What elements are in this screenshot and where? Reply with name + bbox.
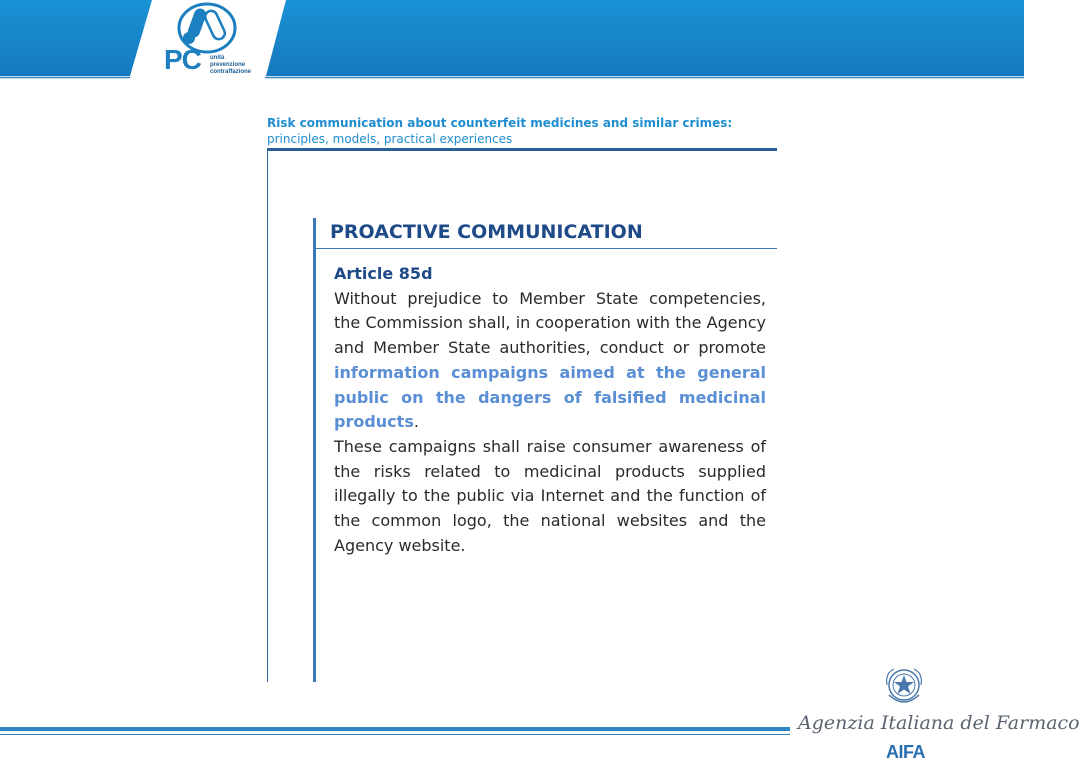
upc-logo [155,2,283,80]
paragraph-1-highlight: information campaigns aimed at the general public on the dangers of falsified medicinal products [334,362,766,432]
slide-title-sub: principles, models, practical experiences [267,132,513,146]
logo-line-1: unità [210,55,225,61]
logo-line-2: prevenzione [210,62,246,68]
article-paragraph-1 [334,287,766,435]
slide-title-main: Risk communication about counterfeit medicines and similar crimes: [267,116,733,130]
logo-caption [210,55,251,76]
logo-line-3: contraffazione [210,69,252,75]
footer-rule-thick [0,727,790,731]
footer-rule-thin [0,734,790,735]
agency-name: Agenzia Italiana del Farmaco [798,712,1080,734]
aifa-logo: AIFA [886,742,926,762]
slide-title [267,115,787,147]
article-body [334,262,766,558]
article-paragraph-2: These campaigns shall raise consumer awareness of the risks related to medicinal products supplied illegally to the public via Internet and the function of the common logo, the national websites and the Agency website. [334,436,766,555]
section-underline [316,248,777,249]
header-banner [0,0,1024,80]
section-heading: PROACTIVE COMMUNICATION [330,221,643,243]
title-rule [267,148,777,151]
paragraph-1-end: . [413,412,419,432]
paragraph-1-lead: Without prejudice to Member State competencies, the Commission shall, in cooperation with the Agency and Member State authorities, conduct or promote [334,288,766,358]
article-title: Article 85d [334,264,433,283]
logo-mark: PC [164,44,201,75]
section-rule [313,218,316,682]
italian-republic-emblem-icon [884,665,924,709]
left-rule [267,151,268,682]
